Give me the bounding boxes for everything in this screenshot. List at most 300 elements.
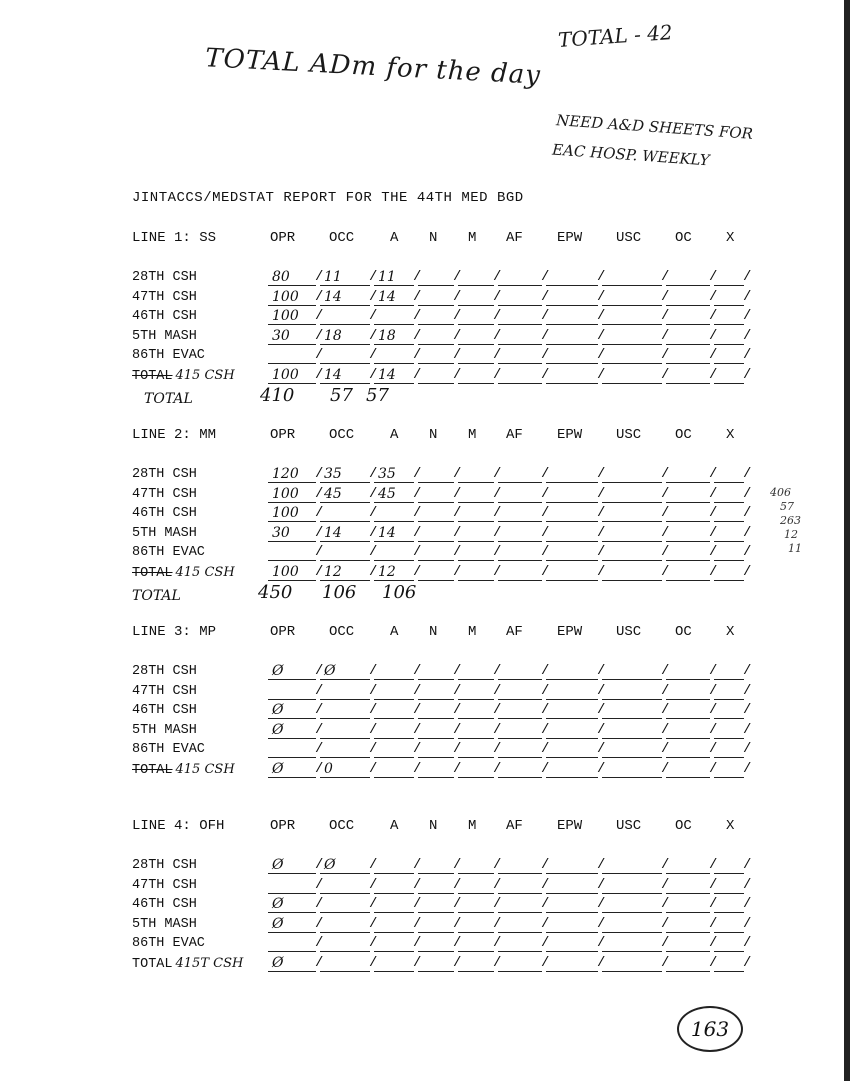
field-separator: / xyxy=(413,935,422,951)
field-separator: / xyxy=(315,466,324,482)
col-usc: USC xyxy=(616,818,642,834)
row-label xyxy=(132,858,197,873)
field-blank xyxy=(458,268,494,286)
col-af: AF xyxy=(506,624,523,640)
field-separator: / xyxy=(709,524,718,541)
row-cells xyxy=(268,740,758,759)
row-cells xyxy=(268,307,758,326)
field-blank xyxy=(320,682,370,700)
cell-value: 14 xyxy=(324,288,342,305)
table-row xyxy=(132,721,772,741)
cell-value: Ø xyxy=(272,702,284,718)
cell-value: 45 xyxy=(378,485,396,502)
field-separator: / xyxy=(493,308,502,324)
field-blank xyxy=(320,721,370,739)
row-label xyxy=(132,487,197,502)
row-label xyxy=(132,290,197,305)
field-separator: / xyxy=(661,702,670,718)
field-blank xyxy=(268,934,316,952)
field-separator: / xyxy=(709,954,718,971)
field-separator: / xyxy=(493,366,502,383)
field-separator: / xyxy=(453,288,462,305)
field-blank xyxy=(714,915,744,933)
field-separator: / xyxy=(493,915,502,932)
unit-name: 5TH MASH xyxy=(132,722,197,738)
field-separator: / xyxy=(453,876,462,893)
field-blank xyxy=(546,876,598,894)
field-blank xyxy=(458,543,494,561)
row-label xyxy=(132,506,197,521)
unit-name: 47TH CSH xyxy=(132,877,197,893)
field-separator: / xyxy=(413,524,422,541)
field-blank xyxy=(714,682,744,700)
field-blank xyxy=(268,856,316,874)
field-blank xyxy=(268,366,316,384)
field-blank xyxy=(418,366,454,384)
field-separator: / xyxy=(493,505,502,521)
total-a: 57 xyxy=(366,385,389,406)
field-separator: / xyxy=(453,505,462,521)
row-label xyxy=(132,565,235,581)
field-separator: / xyxy=(661,366,670,383)
field-blank xyxy=(714,465,744,483)
table-row xyxy=(132,563,772,583)
field-separator: / xyxy=(743,366,752,383)
field-separator: / xyxy=(743,682,752,699)
field-blank xyxy=(418,465,454,483)
field-blank xyxy=(374,485,414,503)
field-separator: / xyxy=(661,327,670,344)
field-blank xyxy=(714,895,744,913)
field-blank xyxy=(546,307,598,325)
field-separator: / xyxy=(413,366,422,383)
col-occ: OCC xyxy=(329,230,355,246)
field-separator: / xyxy=(541,915,550,932)
field-blank xyxy=(602,524,662,542)
field-separator: / xyxy=(709,857,718,873)
row-label xyxy=(132,526,197,541)
page-edge xyxy=(844,0,850,1081)
col-epw: EPW xyxy=(557,230,583,246)
field-blank xyxy=(602,895,662,913)
field-blank xyxy=(498,524,542,542)
field-separator: / xyxy=(597,288,606,305)
field-blank xyxy=(374,934,414,952)
unit-name: 46TH CSH xyxy=(132,309,197,324)
field-separator: / xyxy=(709,682,718,699)
field-separator: / xyxy=(597,505,606,521)
col-a: A xyxy=(390,230,399,246)
field-separator: / xyxy=(743,915,752,932)
field-blank xyxy=(498,307,542,325)
cell-value: 100 xyxy=(272,485,299,502)
field-separator: / xyxy=(661,485,670,502)
field-separator: / xyxy=(413,721,422,738)
field-blank xyxy=(458,954,494,972)
field-blank xyxy=(666,307,710,325)
field-separator: / xyxy=(597,721,606,738)
field-blank xyxy=(666,915,710,933)
field-blank xyxy=(714,543,744,561)
field-blank xyxy=(268,954,316,972)
row-label xyxy=(132,368,235,384)
field-separator: / xyxy=(541,760,550,777)
field-blank xyxy=(268,662,316,680)
field-blank xyxy=(602,543,662,561)
field-blank xyxy=(714,366,744,384)
total-top-note: TOTAL - 42 xyxy=(557,20,674,52)
field-separator: / xyxy=(413,915,422,932)
line-3-block xyxy=(132,624,772,779)
field-blank xyxy=(666,662,710,680)
col-n: N xyxy=(429,624,438,640)
field-blank xyxy=(546,543,598,561)
row-label xyxy=(132,878,197,893)
field-blank xyxy=(498,346,542,364)
col-m: M xyxy=(468,427,477,443)
field-blank xyxy=(546,740,598,758)
unit-name: TOTAL xyxy=(132,956,173,972)
field-separator: / xyxy=(453,954,462,971)
field-separator: / xyxy=(743,485,752,502)
table-row xyxy=(132,307,772,327)
field-blank xyxy=(458,346,494,364)
field-separator: / xyxy=(743,896,752,912)
field-separator: / xyxy=(413,544,422,560)
row-cells xyxy=(268,268,758,287)
field-blank xyxy=(418,327,454,345)
field-blank xyxy=(458,288,494,306)
cell-value: 35 xyxy=(378,466,396,482)
row-cells xyxy=(268,485,758,504)
field-blank xyxy=(458,682,494,700)
field-separator: / xyxy=(315,563,324,580)
field-blank xyxy=(320,701,370,719)
field-separator: / xyxy=(453,915,462,932)
field-separator: / xyxy=(541,524,550,541)
row-cells xyxy=(268,915,758,934)
row-label xyxy=(132,936,205,951)
field-blank xyxy=(666,543,710,561)
row-cells xyxy=(268,327,758,346)
field-separator: / xyxy=(369,288,378,305)
total-adm-note: TOTAL ADm for the day xyxy=(204,43,542,91)
line-2-header xyxy=(132,427,772,447)
field-blank xyxy=(602,760,662,778)
field-blank xyxy=(418,895,454,913)
line-2-total xyxy=(132,582,772,608)
field-separator: / xyxy=(493,935,502,951)
field-separator: / xyxy=(661,288,670,305)
field-separator: / xyxy=(541,505,550,521)
field-separator: / xyxy=(453,544,462,560)
row-cells xyxy=(268,366,758,385)
row-cells xyxy=(268,760,758,779)
field-blank xyxy=(666,485,710,503)
field-separator: / xyxy=(453,741,462,757)
field-separator: / xyxy=(597,702,606,718)
field-separator: / xyxy=(493,485,502,502)
field-blank xyxy=(546,760,598,778)
field-separator: / xyxy=(315,702,324,718)
field-separator: / xyxy=(709,876,718,893)
field-blank xyxy=(546,701,598,719)
field-blank xyxy=(714,856,744,874)
col-af: AF xyxy=(506,230,523,246)
field-separator: / xyxy=(315,954,324,971)
line-label: LINE 1: SS xyxy=(132,230,217,246)
field-blank xyxy=(320,760,370,778)
field-separator: / xyxy=(541,485,550,502)
line-2-block xyxy=(132,427,772,608)
field-separator: / xyxy=(493,563,502,580)
field-separator: / xyxy=(315,857,324,873)
field-blank xyxy=(374,682,414,700)
field-blank xyxy=(374,268,414,286)
cell-value: 0 xyxy=(324,760,333,777)
field-blank xyxy=(546,934,598,952)
field-blank xyxy=(714,721,744,739)
handwritten-unit: 415 CSH xyxy=(175,564,235,580)
field-blank xyxy=(498,288,542,306)
field-blank xyxy=(602,465,662,483)
field-blank xyxy=(666,954,710,972)
col-af: AF xyxy=(506,818,523,834)
table-row xyxy=(132,876,772,896)
table-row xyxy=(132,268,772,288)
line-1-block xyxy=(132,230,772,411)
field-blank xyxy=(714,934,744,952)
row-cells xyxy=(268,701,758,720)
field-blank xyxy=(714,268,744,286)
field-blank xyxy=(418,346,454,364)
total-occ: 57 xyxy=(330,385,353,406)
row-cells xyxy=(268,721,758,740)
field-separator: / xyxy=(453,485,462,502)
field-blank xyxy=(498,465,542,483)
col-n: N xyxy=(429,427,438,443)
col-m: M xyxy=(468,624,477,640)
handwritten-unit: 415 CSH xyxy=(175,761,235,777)
field-blank xyxy=(714,485,744,503)
field-separator: / xyxy=(413,954,422,971)
field-blank xyxy=(418,915,454,933)
field-blank xyxy=(418,740,454,758)
field-separator: / xyxy=(413,563,422,580)
field-separator: / xyxy=(661,954,670,971)
field-separator: / xyxy=(597,896,606,912)
field-blank xyxy=(418,856,454,874)
field-separator: / xyxy=(369,505,378,521)
field-separator: / xyxy=(743,347,752,363)
field-blank xyxy=(546,524,598,542)
field-blank xyxy=(458,721,494,739)
col-m: M xyxy=(468,230,477,246)
field-blank xyxy=(666,504,710,522)
field-blank xyxy=(418,701,454,719)
field-separator: / xyxy=(597,741,606,757)
field-separator: / xyxy=(413,876,422,893)
table-row xyxy=(132,934,772,954)
row-label xyxy=(132,703,197,718)
field-separator: / xyxy=(541,544,550,560)
field-blank xyxy=(320,268,370,286)
field-blank xyxy=(374,662,414,680)
field-separator: / xyxy=(369,935,378,951)
field-separator: / xyxy=(453,857,462,873)
field-blank xyxy=(498,701,542,719)
cell-value: 100 xyxy=(272,288,299,305)
cell-value: 14 xyxy=(324,366,342,383)
field-separator: / xyxy=(541,741,550,757)
cell-value: Ø xyxy=(272,663,284,679)
field-separator: / xyxy=(597,366,606,383)
total-label: TOTAL xyxy=(132,588,181,604)
field-blank xyxy=(320,563,370,581)
field-blank xyxy=(418,721,454,739)
cell-value: Ø xyxy=(272,760,284,777)
line-4-header xyxy=(132,818,772,838)
table-row xyxy=(132,524,772,544)
field-blank xyxy=(666,288,710,306)
field-separator: / xyxy=(369,857,378,873)
table-row xyxy=(132,662,772,682)
field-separator: / xyxy=(743,857,752,873)
field-separator: / xyxy=(709,308,718,324)
field-blank xyxy=(498,740,542,758)
field-blank xyxy=(546,346,598,364)
field-blank xyxy=(666,327,710,345)
field-separator: / xyxy=(661,563,670,580)
unit-name: 28TH CSH xyxy=(132,664,197,679)
field-blank xyxy=(320,915,370,933)
field-separator: / xyxy=(541,327,550,344)
field-blank xyxy=(714,346,744,364)
field-blank xyxy=(320,740,370,758)
table-row xyxy=(132,485,772,505)
field-separator: / xyxy=(709,288,718,305)
unit-name: 46TH CSH xyxy=(132,703,197,718)
row-cells xyxy=(268,662,758,681)
field-separator: / xyxy=(541,935,550,951)
field-separator: / xyxy=(453,935,462,951)
row-label xyxy=(132,762,235,778)
field-blank xyxy=(498,895,542,913)
cell-value: 120 xyxy=(272,466,299,482)
field-separator: / xyxy=(709,760,718,777)
field-separator: / xyxy=(709,663,718,679)
page-number-circle xyxy=(677,1006,743,1052)
field-separator: / xyxy=(413,702,422,718)
field-separator: / xyxy=(369,682,378,699)
field-blank xyxy=(320,895,370,913)
unit-name: TOTAL xyxy=(132,565,173,581)
field-blank xyxy=(374,543,414,561)
field-separator: / xyxy=(709,544,718,560)
field-separator: / xyxy=(743,663,752,679)
field-blank xyxy=(320,954,370,972)
field-blank xyxy=(602,856,662,874)
field-separator: / xyxy=(743,288,752,305)
field-separator: / xyxy=(369,702,378,718)
field-blank xyxy=(666,366,710,384)
field-separator: / xyxy=(453,524,462,541)
field-blank xyxy=(458,485,494,503)
field-blank xyxy=(268,504,316,522)
field-separator: / xyxy=(493,466,502,482)
line-2-rows xyxy=(132,465,772,582)
field-separator: / xyxy=(661,663,670,679)
col-occ: OCC xyxy=(329,624,355,640)
field-blank xyxy=(602,934,662,952)
field-blank xyxy=(602,288,662,306)
field-blank xyxy=(602,504,662,522)
field-separator: / xyxy=(597,954,606,971)
row-cells xyxy=(268,543,758,562)
margin-note: 11 xyxy=(788,542,802,555)
field-blank xyxy=(498,485,542,503)
field-separator: / xyxy=(597,327,606,344)
field-separator: / xyxy=(493,741,502,757)
field-blank xyxy=(498,876,542,894)
field-blank xyxy=(320,504,370,522)
field-blank xyxy=(546,288,598,306)
field-blank xyxy=(666,524,710,542)
col-oc: OC xyxy=(675,427,692,443)
field-separator: / xyxy=(597,876,606,893)
field-separator: / xyxy=(369,876,378,893)
field-blank xyxy=(602,485,662,503)
field-separator: / xyxy=(743,760,752,777)
row-label xyxy=(132,467,197,482)
unit-name: 86TH EVAC xyxy=(132,348,205,363)
cell-value: 45 xyxy=(324,485,342,502)
field-separator: / xyxy=(413,269,422,285)
field-separator: / xyxy=(315,682,324,699)
field-separator: / xyxy=(541,366,550,383)
field-separator: / xyxy=(369,524,378,541)
row-label xyxy=(132,664,197,679)
field-separator: / xyxy=(369,954,378,971)
field-separator: / xyxy=(541,721,550,738)
unit-name: 47TH CSH xyxy=(132,683,197,699)
field-separator: / xyxy=(541,682,550,699)
field-separator: / xyxy=(315,327,324,344)
col-oc: OC xyxy=(675,230,692,246)
row-label xyxy=(132,956,243,972)
field-separator: / xyxy=(315,366,324,383)
field-separator: / xyxy=(413,327,422,344)
field-blank xyxy=(268,524,316,542)
field-separator: / xyxy=(597,857,606,873)
cell-value: Ø xyxy=(272,857,284,873)
field-blank xyxy=(498,366,542,384)
field-separator: / xyxy=(315,269,324,285)
cell-value: 100 xyxy=(272,366,299,383)
field-separator: / xyxy=(453,896,462,912)
field-blank xyxy=(602,915,662,933)
field-separator: / xyxy=(743,954,752,971)
cell-value: 12 xyxy=(378,563,396,580)
field-blank xyxy=(458,524,494,542)
unit-name: 28TH CSH xyxy=(132,270,197,285)
field-blank xyxy=(498,327,542,345)
margin-note: 57 xyxy=(780,500,794,513)
cell-value: 30 xyxy=(272,524,290,541)
unit-name: 46TH CSH xyxy=(132,897,197,912)
field-separator: / xyxy=(493,347,502,363)
field-separator: / xyxy=(597,682,606,699)
